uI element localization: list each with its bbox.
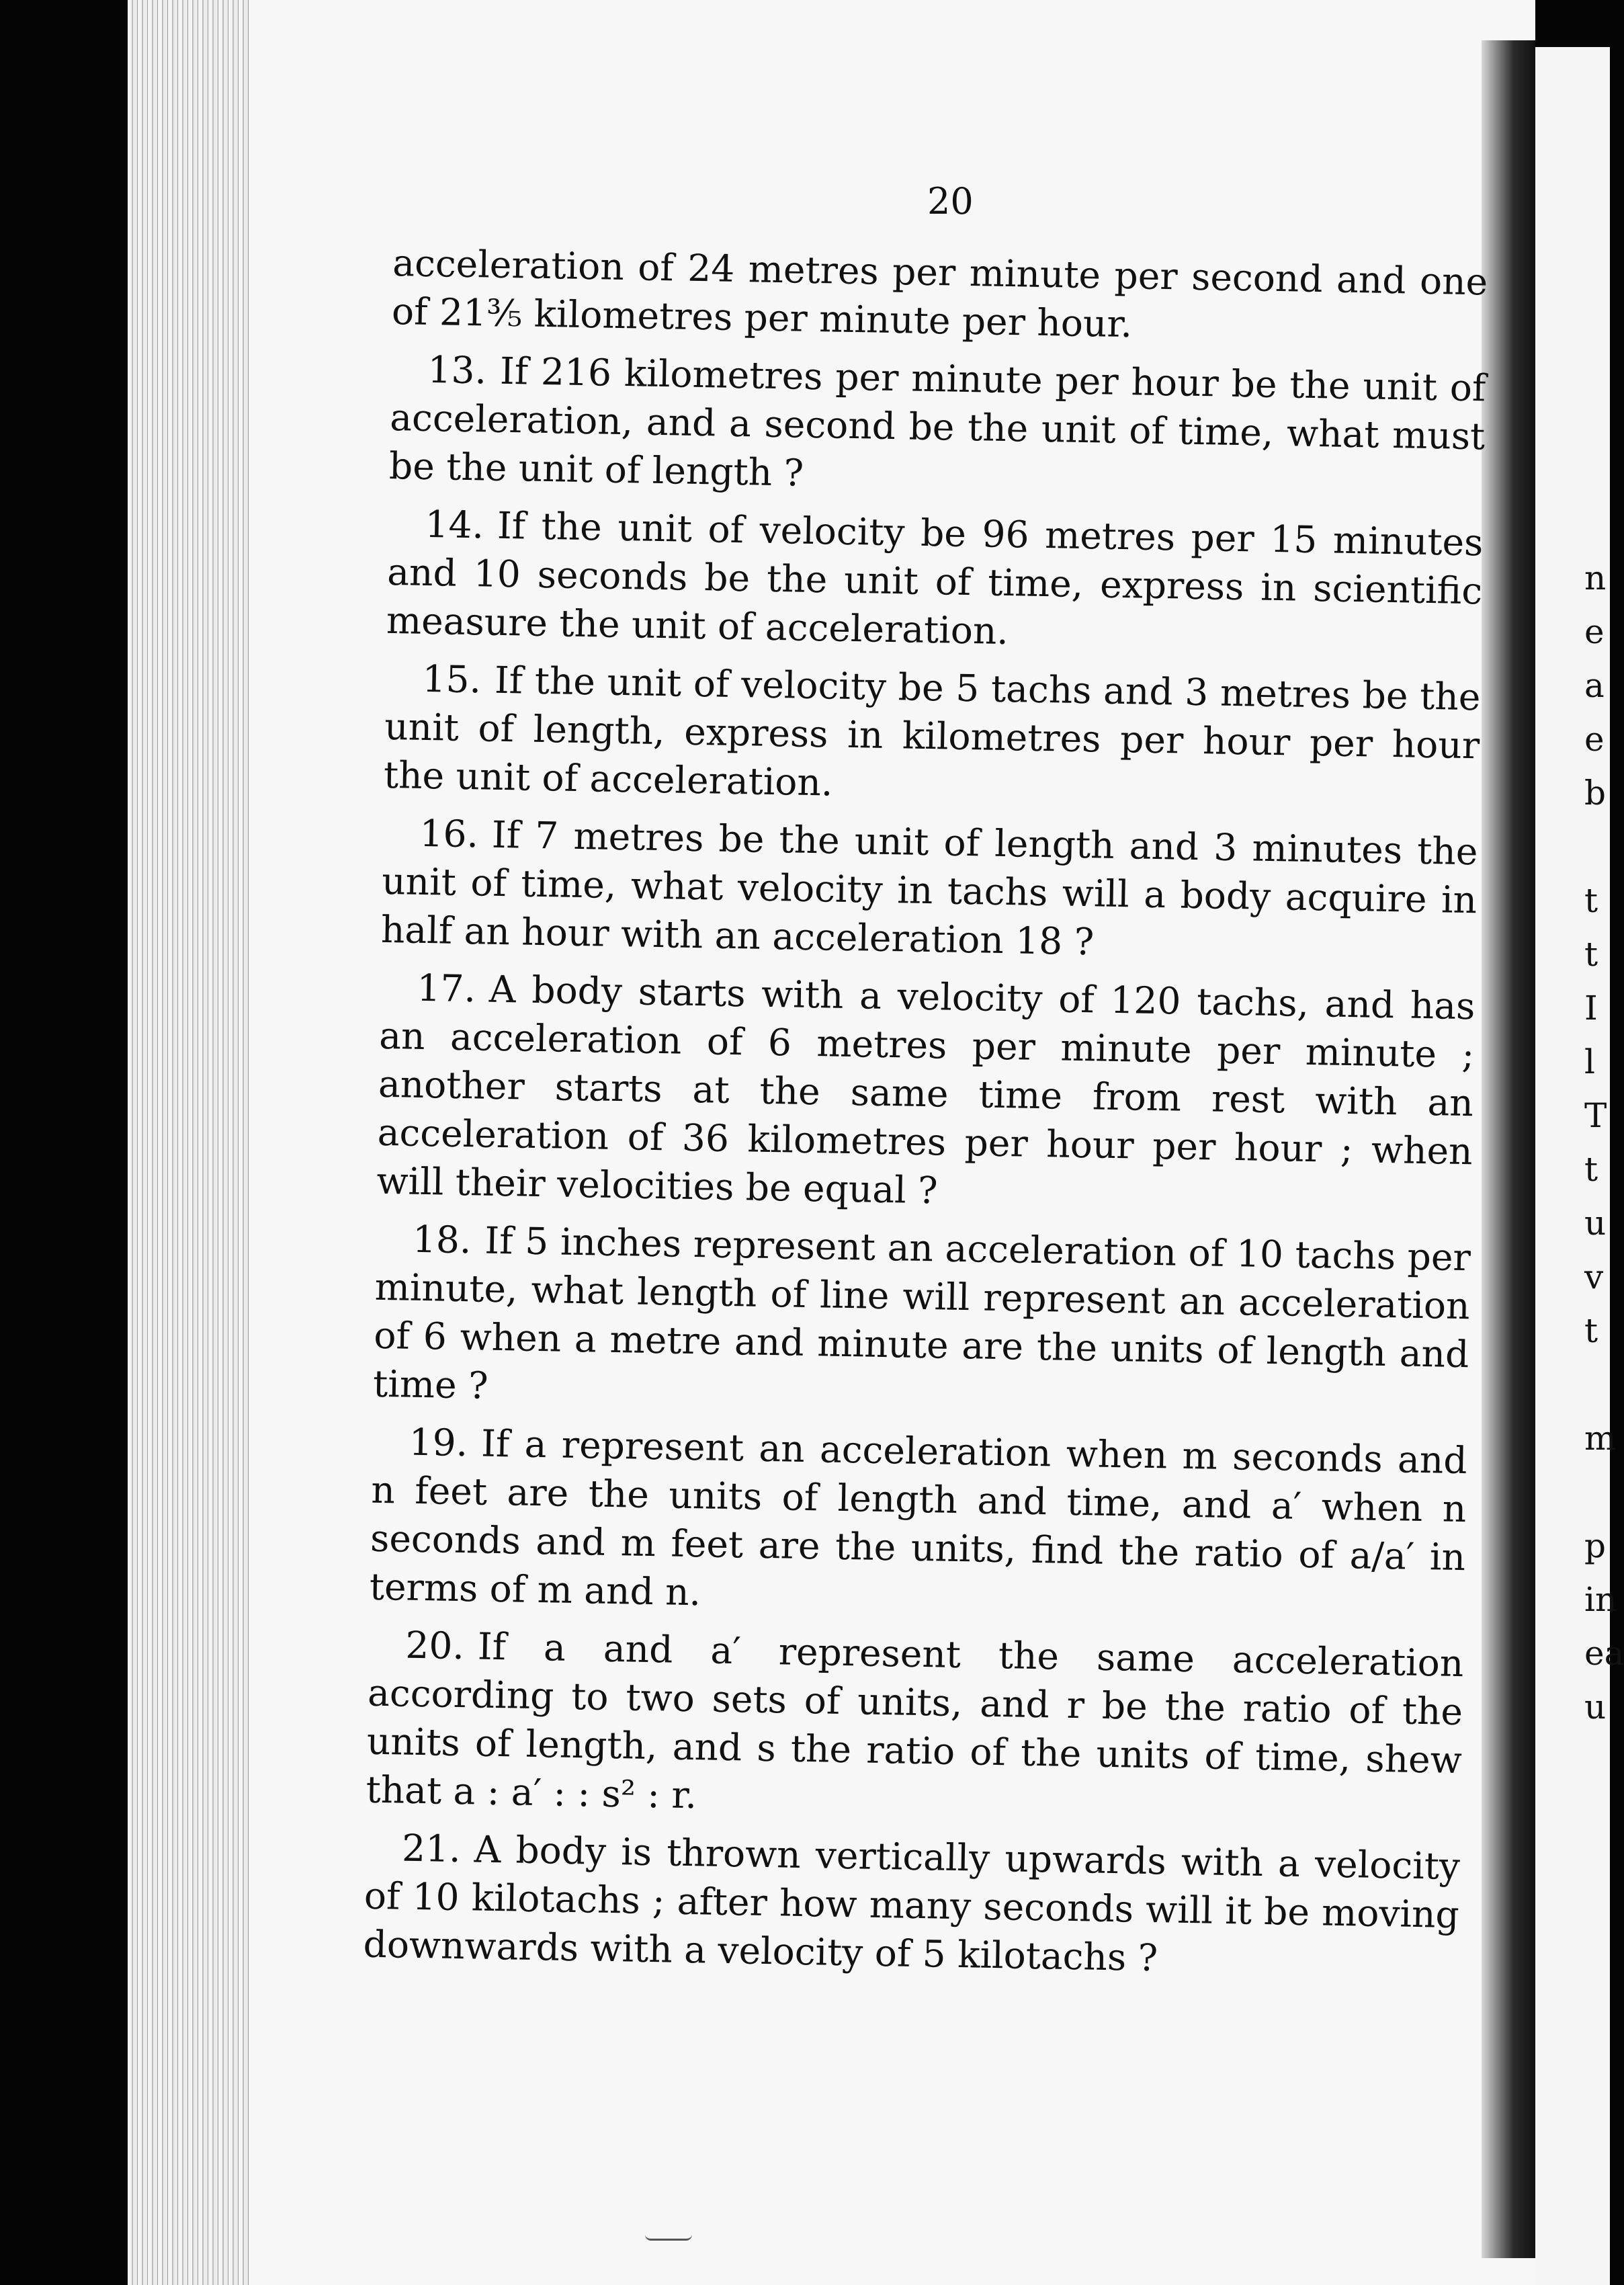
page-edges: [128, 0, 255, 2285]
problem-16: [380, 808, 1478, 972]
margin-fragment: [1584, 1465, 1610, 1519]
problem-number: 15.: [422, 657, 482, 702]
page-text: [363, 239, 1488, 1997]
margin-fragment: a: [1584, 666, 1605, 705]
margin-fragment: u: [1584, 1204, 1607, 1243]
problem-17: [376, 963, 1476, 1224]
problem-18: [373, 1214, 1471, 1427]
problem-13: [388, 345, 1486, 509]
paragraph-continuation: [391, 239, 1488, 354]
margin-fragment: l: [1584, 1042, 1595, 1081]
margin-fragment: [1584, 820, 1610, 874]
problem-text: A body is thrown vertically upwards with a velocity of 10 kilotachs ; after how many seconds will it be moving downwards with a velocity of 5 kilotachs ?: [363, 1827, 1461, 1980]
margin-fragment: e: [1584, 720, 1605, 759]
margin-fragment: I: [1584, 989, 1598, 1028]
paragraph-text: acceleration of 24 metres per minute per second and one of 21⅗ kilometres per minute per hour.: [391, 241, 1488, 346]
margin-fragment: ea: [1584, 1634, 1624, 1673]
problem-text: If the unit of velocity be 5 tachs and 3 metres be the unit of length, express in kilometres per hour per hour the unit of acceleration.: [383, 658, 1481, 804]
page-number: 20: [927, 180, 974, 222]
margin-fragment: e: [1584, 612, 1605, 651]
margin-fragment: n: [1584, 558, 1607, 597]
problem-text: If 216 kilometres per minute per hour be the unit of acceleration, and a second be the unit of time, what must be the unit of length ?: [388, 349, 1486, 495]
margin-fragment: [1584, 1358, 1610, 1411]
problem-number: 20.: [404, 1623, 465, 1668]
problem-14: [386, 499, 1484, 663]
problem-text: If a and a′ represent the same acceleration according to two sets of units, and r be the ratio of the units of length, and s the ratio of the units of time, shew that a : a′ : : s² : r.: [366, 1624, 1464, 1817]
problem-number: 17.: [416, 966, 476, 1011]
margin-fragment: b: [1584, 774, 1607, 813]
problem-21: [363, 1823, 1461, 1987]
problem-number: 16.: [419, 811, 479, 856]
problem-number: 18.: [412, 1217, 472, 1262]
margin-fragment: p: [1584, 1526, 1607, 1565]
problem-text: A body starts with a velocity of 120 tachs, and has an acceleration of 6 metres per minute per minute ; another starts at the same time from rest with an acceleration of 36 kilometres per hour per hour ; when will their velocities be equal ?: [376, 967, 1476, 1212]
problem-20: [366, 1620, 1464, 1833]
book-binding: [1482, 40, 1535, 2258]
problem-text: If 7 metres be the unit of length and 3 minutes the unit of time, what velocity in tachs will a body acquire in half an hour with an acceleration 18 ?: [380, 813, 1478, 964]
problem-text: If 5 inches represent an acceleration of 10 tachs per minute, what length of line will represent an acceleration of 6 when a metre and minute are the units of length and time ?: [372, 1218, 1471, 1407]
facing-page-fragments: [1584, 551, 1624, 1734]
margin-fragment: t: [1584, 1311, 1598, 1350]
margin-fragment: in: [1584, 1580, 1617, 1619]
problem-text: If a represent an acceleration when m seconds and n feet are the units of length and time, and a′ when n seconds and m feet are the units, find the ratio of a/a′ in terms of m and n.: [369, 1421, 1468, 1614]
problem-number: 21.: [401, 1826, 462, 1871]
problem-15: [383, 654, 1481, 818]
page-smudge: [645, 2235, 692, 2241]
margin-fragment: u: [1584, 1688, 1607, 1727]
margin-fragment: v: [1584, 1257, 1604, 1296]
margin-fragment: t: [1584, 1150, 1598, 1189]
margin-fragment: t: [1584, 881, 1598, 920]
problem-number: 13.: [427, 347, 487, 392]
margin-fragment: m: [1584, 1419, 1617, 1458]
problem-number: 14.: [425, 502, 484, 547]
problem-number: 19.: [409, 1420, 468, 1465]
problem-19: [369, 1417, 1467, 1630]
margin-fragment: T: [1584, 1096, 1607, 1135]
problem-text: If the unit of velocity be 96 metres per 15 minutes and 10 seconds be the unit of time, express in scientific measure the unit of acceleration.: [386, 503, 1484, 653]
margin-fragment: t: [1584, 935, 1598, 974]
